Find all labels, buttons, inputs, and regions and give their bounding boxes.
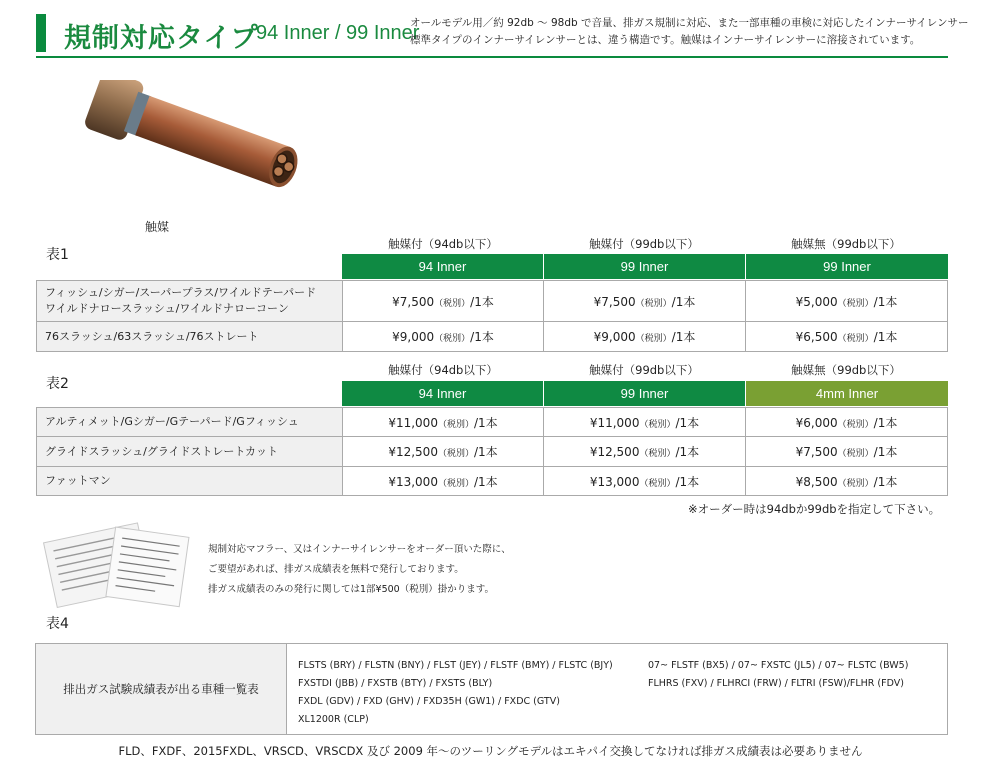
emission-report-papers-image [38, 512, 198, 612]
table2-row2-price-1: ¥12,500（税別）/1本 [343, 437, 544, 467]
table-row [37, 467, 948, 496]
order-note: ※オーダー時は94dbか99dbを指定して下さい。 [688, 502, 941, 516]
table4-label: 表4 [46, 616, 69, 632]
table2-col-heading-3: 触媒無（99db以下） [791, 363, 901, 377]
table2 [36, 407, 948, 496]
table1-row1-name: フィッシュ/シガー/スーパープラス/ワイルドテーパード ワイルドナロースラッシュ/ワイルドナローコーン [37, 281, 343, 322]
table2-col-heading-1: 触媒付（94db以下） [388, 363, 498, 377]
table2-row1-name: アルティメット/Gシガー/Gテーパード/Gフィッシュ [37, 408, 343, 437]
table-row [37, 281, 948, 322]
desc-line-2: 標準タイプのインナーサイレンサーとは、違う構造です。触媒はインナーサイレンサーに溶接されています。 [410, 34, 921, 46]
desc-line-1: オールモデル用／約 92db ～ 98db で音量、排ガス規制に対応、また一部車種の車検に対応したインナーサイレンサー [410, 17, 969, 29]
table1-row2-price-3: ¥6,500（税別）/1本 [746, 322, 948, 352]
table2-row3-name: ファットマン [37, 467, 343, 496]
header-rule [36, 56, 948, 58]
list-item: FLSTS (BRY) / FLSTN (BNY) / FLST (JEY) / FLSTF (BMY) / FLSTC (BJY) [298, 660, 613, 671]
table1-tag-94-inner: 94 Inner [342, 254, 543, 279]
page-title: 規制対応タイプ [64, 23, 259, 54]
table2-row3-price-1: ¥13,000（税別）/1本 [343, 467, 544, 496]
header-accent-bar [36, 14, 46, 52]
table2-label: 表2 [46, 376, 69, 392]
table2-row1-price-2: ¥11,000（税別）/1本 [544, 408, 746, 437]
table4-models-col-2 [648, 657, 908, 693]
list-item: FXSTDI (JBB) / FXSTB (BTY) / FXSTS (BLY) [298, 678, 493, 689]
table1-row2-name: 76スラッシュ/63スラッシュ/76ストレート [37, 322, 343, 352]
table2-tag-99-inner: 99 Inner [544, 381, 745, 406]
footer-note: FLD、FXDF、2015FXDL、VRSCD、VRSCDX 及び 2009 年～のツーリングモデルはエキパイ交換してなければ排ガス成績表は必要ありません [118, 744, 863, 758]
table2-row1-price-1: ¥11,000（税別）/1本 [343, 408, 544, 437]
header-description [410, 15, 969, 49]
table1-row2-price-1: ¥9,000（税別）/1本 [343, 322, 544, 352]
catalyst-pipe-image [64, 80, 334, 220]
table2-row2-price-2: ¥12,500（税別）/1本 [544, 437, 746, 467]
info-line-3: 排ガス成績表のみの発行に関しては1部¥500（税別）掛かります。 [208, 584, 494, 595]
table1-row1-price-3: ¥5,000（税別）/1本 [746, 281, 948, 322]
table4 [35, 643, 948, 735]
table1-tag-99-inner-no-cat: 99 Inner [746, 254, 948, 279]
list-item: FLHRS (FXV) / FLHRCI (FRW) / FLTRI (FSW)/FLHR (FDV) [648, 678, 904, 689]
page-subtitle: 94 Inner / 99 Inner [256, 22, 420, 44]
table1-row1-price-2: ¥7,500（税別）/1本 [544, 281, 746, 322]
table2-row3-price-2: ¥13,000（税別）/1本 [544, 467, 746, 496]
table1-row2-price-2: ¥9,000（税別）/1本 [544, 322, 746, 352]
table1-col-heading-1: 触媒付（94db以下） [388, 237, 498, 251]
info-line-1: 規制対応マフラー、又はインナーサイレンサーをオーダー頂いた際に、 [208, 544, 511, 555]
table-row [37, 408, 948, 437]
table-row [37, 437, 948, 467]
table1-row1-price-1: ¥7,500（税別）/1本 [343, 281, 544, 322]
table2-tag-4mm-inner: 4mm Inner [746, 381, 948, 406]
emission-report-info [208, 540, 511, 600]
table1-label: 表1 [46, 247, 69, 263]
table4-row-label: 排出ガス試験成績表が出る車種一覧表 [36, 644, 287, 734]
page-header [36, 12, 969, 58]
catalyst-caption: 触媒 [145, 220, 170, 234]
table2-row2-price-3: ¥7,500（税別）/1本 [746, 437, 948, 467]
table2-row1-price-3: ¥6,000（税別）/1本 [746, 408, 948, 437]
table-row [37, 322, 948, 352]
table2-tag-94-inner: 94 Inner [342, 381, 543, 406]
table4-models-col-1 [298, 657, 613, 729]
list-item: 07~ FLSTF (BX5) / 07~ FXSTC (JL5) / 07~ FLSTC (BW5) [648, 660, 909, 671]
table2-row2-name: グライドスラッシュ/グライドストレートカット [37, 437, 343, 467]
list-item: FXDL (GDV) / FXD (GHV) / FXD35H (GW1) / FXDC (GTV) [298, 696, 560, 707]
table1 [36, 280, 948, 352]
info-line-2: ご要望があれば、排ガス成績表を無料で発行しております。 [208, 564, 464, 575]
table1-col-heading-3: 触媒無（99db以下） [791, 237, 901, 251]
table2-col-heading-2: 触媒付（99db以下） [589, 363, 699, 377]
table1-tag-99-inner: 99 Inner [544, 254, 745, 279]
list-item: XL1200R (CLP) [298, 714, 369, 725]
table1-col-heading-2: 触媒付（99db以下） [589, 237, 699, 251]
table2-row3-price-3: ¥8,500（税別）/1本 [746, 467, 948, 496]
